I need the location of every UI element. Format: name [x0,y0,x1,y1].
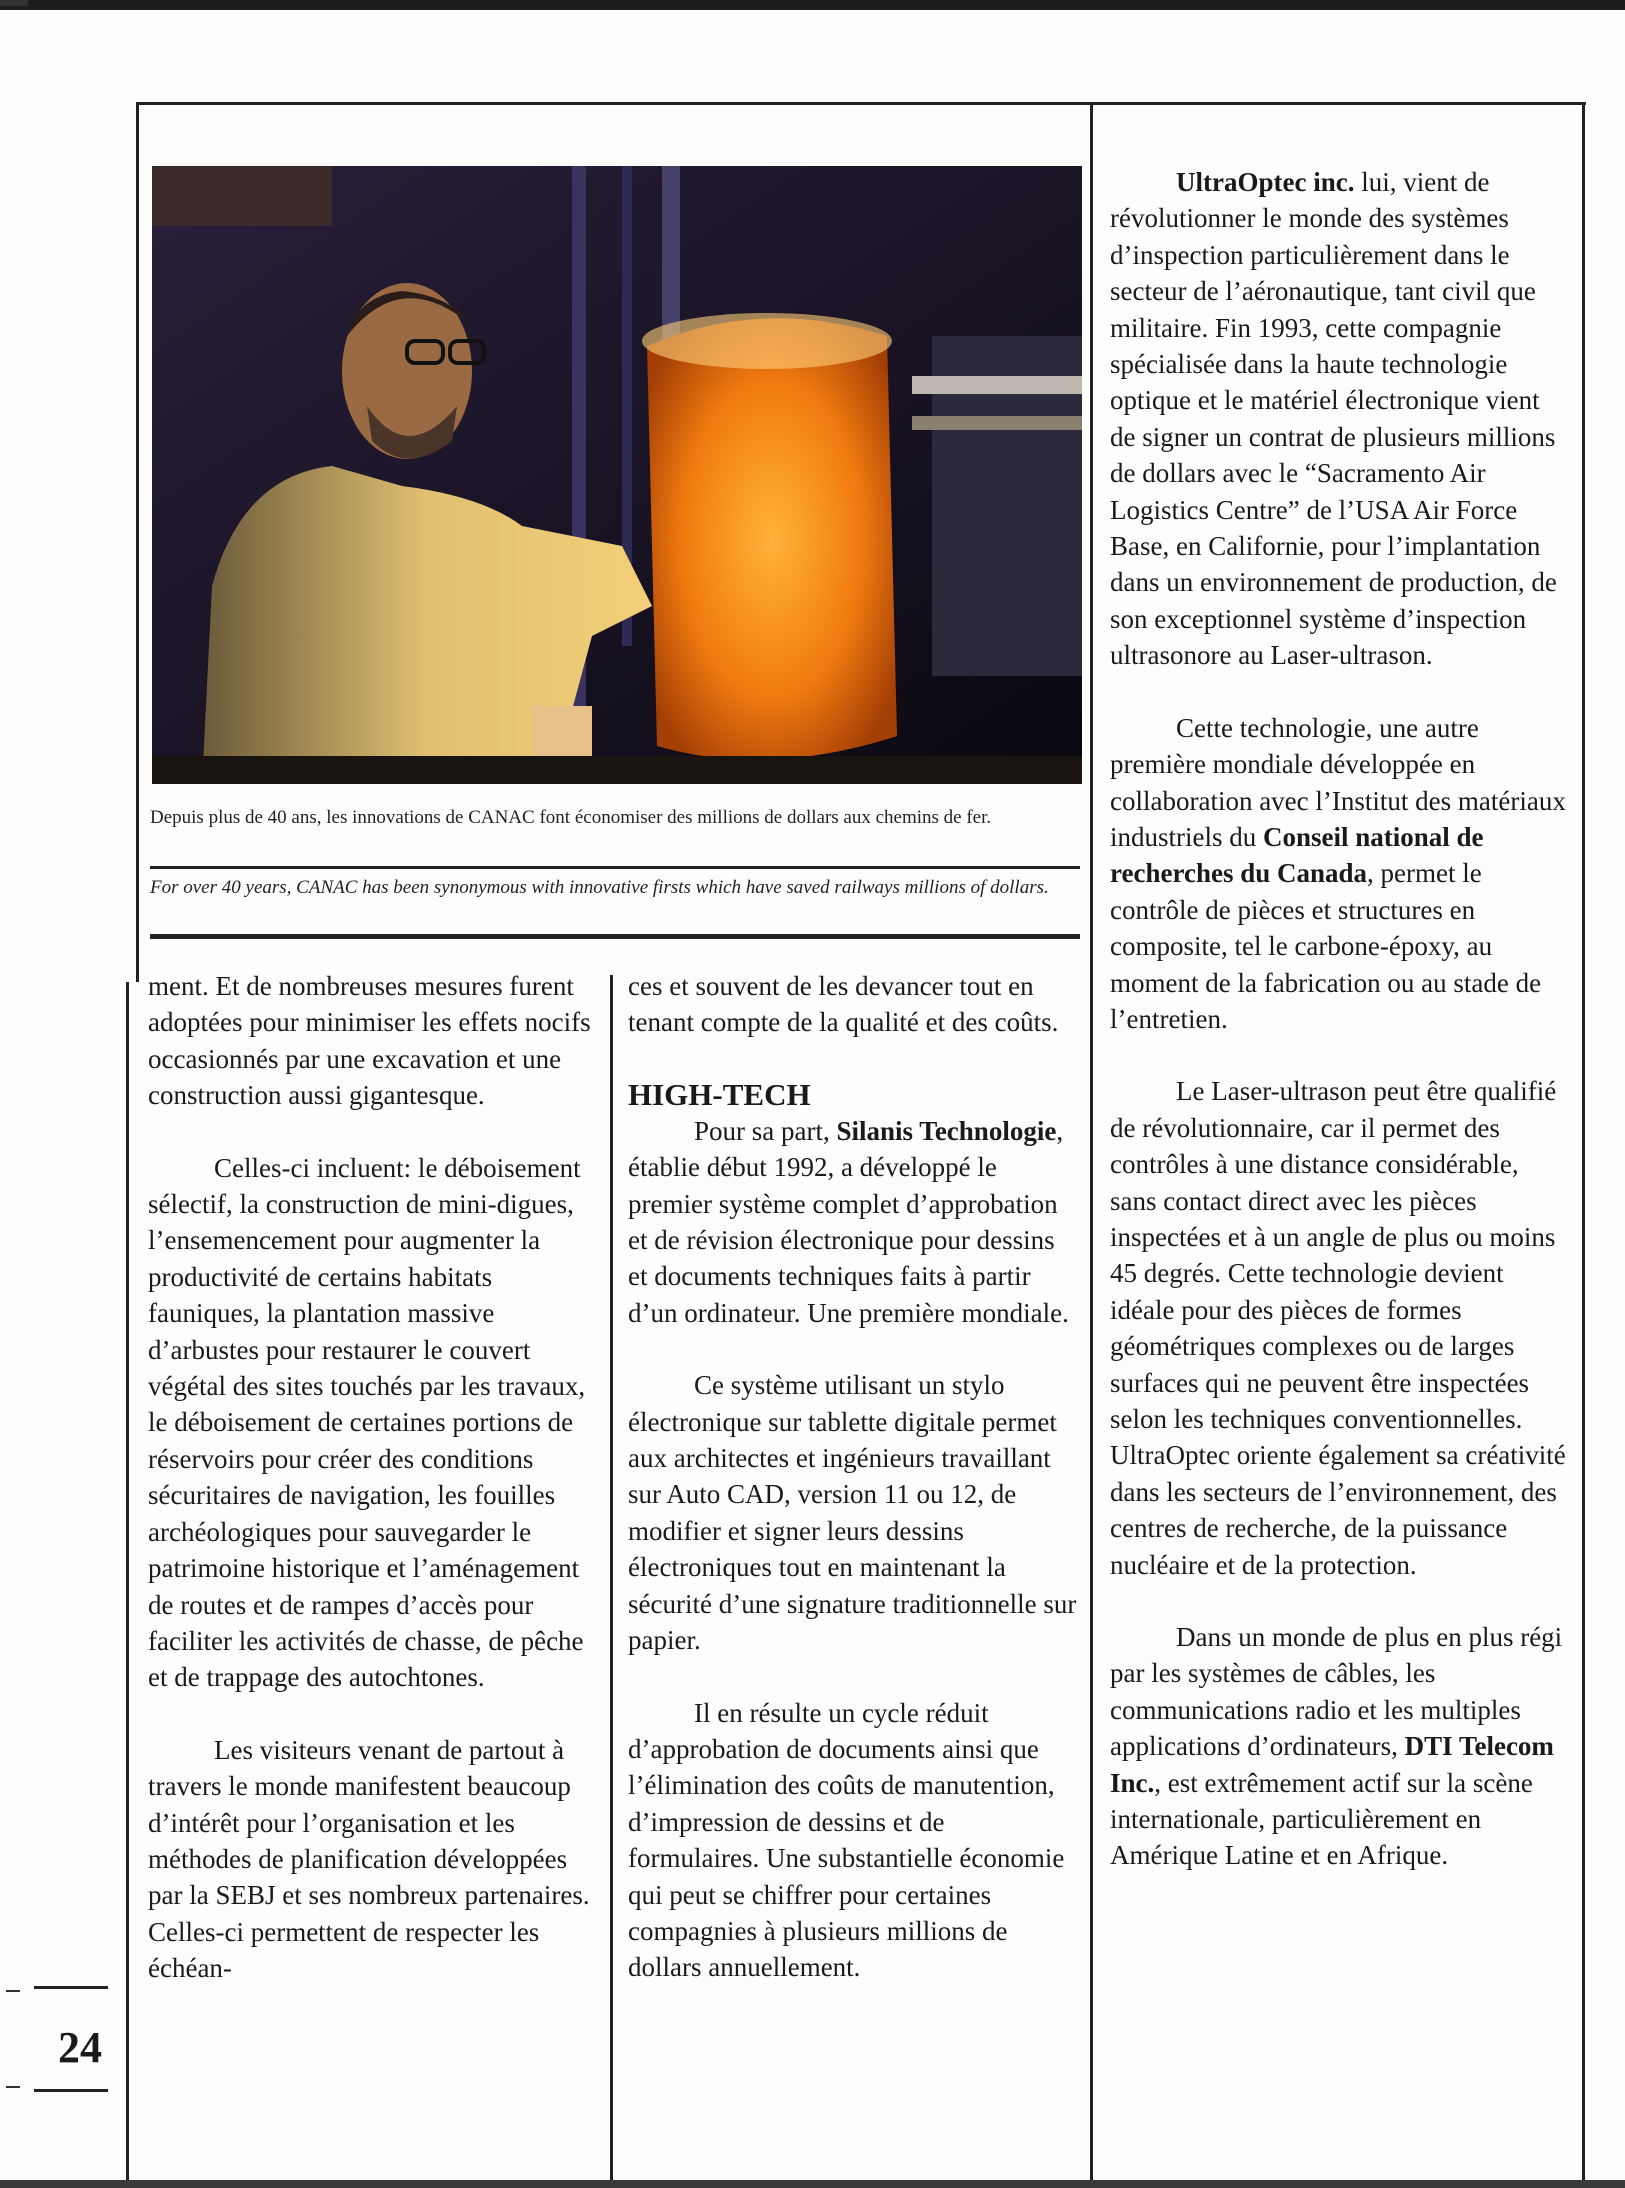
top-edge-mark [0,0,28,6]
photo-caption-english: For over 40 years, CANAC has been synonymous with innovative firsts which have saved railways millions of dollars. [150,877,1049,898]
col3-p2-intro: Cette technologie, une autre première mondiale développée en collaboration avec l’Institut des matériaux industriels du [1110,712,1566,852]
top-edge-band [0,0,1625,10]
col1-paragraph-1: ment. Et de nombreuses mesures furent adoptées pour minimiser les effets nocifs occasionnés par une excavation et une construction aussi gigantesque. [148,971,591,1111]
bottom-edge-band [0,2180,1625,2188]
col3-p4-intro: Dans un monde de plus en plus régi par les systèmes de câbles, les communications radio et les multiples applications d’ordinateurs, [1110,1622,1563,1762]
col2-paragraph-2 [628,1113,1080,1331]
caption-divider [150,866,1080,869]
frame-right-rule [1582,104,1585,2184]
org-name-cnrc: Conseil national de recherches du Canada [1110,821,1484,889]
frame-top-rule [136,102,1586,105]
column-divider-1 [610,975,613,2185]
article-column-1 [148,968,598,1987]
col2-paragraph-4: Il en résulte un cycle réduit d’approbation de documents ainsi que l’élimination des coûts de manutention, d’impression de dessins et de formulaires. Une substantielle économie qui peut se chiffrer pour certaines compagnies à plusieurs millions de dollars annuellement. [628,1697,1065,1983]
column-divider-2 [1090,104,1093,2184]
frame-left-rule-lower [126,982,129,2182]
section-heading-high-tech: HIGH-TECH [628,1076,811,1112]
frame-left-rule [136,102,139,982]
company-name-silanis: Silanis Technologie [836,1115,1057,1146]
col3-paragraph-3: Le Laser-ultrason peut être qualifié de révolutionnaire, car il permet des contrôles à une distance considérable, sans contact direct avec les pièces inspectées et à un angle de plus ou moins 45 degrés. Cette technologie devient idéale pour des pièces de formes géométriques complexes ou de larges surfaces qui ne peuvent être inspectées selon les techniques conventionnelles. UltraOptec oriente également sa créativité dans les secteurs de l’environnement, des centres de recherche, de la puissance nucléaire et de la protection. [1110,1076,1566,1580]
col3-paragraph-4 [1110,1619,1570,1874]
col3-p1-rest: lui, vient de révolutionner le monde des systèmes d’inspection particulièrement dans le secteur de l’aéronautique, tant civil que militaire. Fin 1993, cette compagnie spécialisée dans la haute technologie optique et le matériel électronique vient de signer un contrat de plusieurs millions de dollars avec le “Sacramento Air Logistics Centre” de l’USA Air Force Base, en Californie, pour l’implantation dans un environnement de production, de son exceptionnel système d’inspection ultrasonore au Laser-ultrason. [1110,167,1557,671]
page-number: 24 [58,2023,102,2072]
col3-p2-rest: , permet le contrôle de pièces et structures en composite, tel le carbone-époxy, au moment de la fabrication ou au stade de l’entretien. [1110,858,1542,1034]
company-name-dti-telecom: DTI Telecom Inc. [1110,1731,1554,1798]
col1-paragraph-3: Les visiteurs venant de partout à travers le monde manifestent beaucoup d’intérêt pour l’organisation et les méthodes de planification développées par la SEBJ et ses nombreux partenaires. Celles-ci permettent de respecter les échéan- [148,1734,590,1984]
scientist-with-orange-cylinder-photo [152,166,1082,784]
col2-p2-intro: Pour sa part, [694,1115,837,1146]
lab-photo [152,166,1082,784]
photo-caption-french: Depuis plus de 40 ans, les innovations de CANAC font économiser des millions de dollars aux chemins de fer. [150,807,992,828]
caption-bottom-rule [150,934,1080,939]
col2-p2-rest: , établie début 1992, a développé le premier système complet d’approbation et de révision électronique pour dessins et documents techniques faits à partir d’un ordinateur. Une première mondiale. [628,1115,1069,1328]
article-column-2 [628,968,1080,1986]
col3-paragraph-1 [1110,164,1570,674]
col3-p4-rest: , est extrêmement actif sur la scène internationale, particulièrement en Amérique Latine et en Afrique. [1110,1767,1533,1871]
col3-paragraph-2 [1110,710,1570,1038]
col1-paragraph-2: Celles-ci incluent: le déboisement sélectif, la construction de mini-digues, l’ensemencement pour augmenter la productivité de certains habitats fauniques, la plantation massive d’arbustes pour restaurer le couvert végétal des sites touchés par les travaux, le déboisement de certaines portions de réservoirs pour créer des conditions sécuritaires de navigation, les fouilles archéologiques pour sauvegarder le patrimoine historique et l’aménagement de routes et de rampes d’accès pour faciliter les activités de chasse, de pêche et de trappage des autochtones. [148,1152,586,1693]
col2-paragraph-1: ces et souvent de les devancer tout en tenant compte de la qualité et des coûts. [628,971,1059,1038]
margin-crop-mark [6,2086,20,2088]
margin-crop-mark [6,1990,20,1992]
article-column-3 [1110,164,1570,1874]
col2-paragraph-3: Ce système utilisant un stylo électronique sur tablette digitale permet aux architectes et ingénieurs travaillant sur Auto CAD, version 11 ou 12, de modifier et signer leurs dessins électroniques tout en maintenant la sécurité d’une signature traditionnelle sur papier. [628,1370,1077,1656]
company-name-ultraoptec: UltraOptec inc. [1176,167,1355,197]
